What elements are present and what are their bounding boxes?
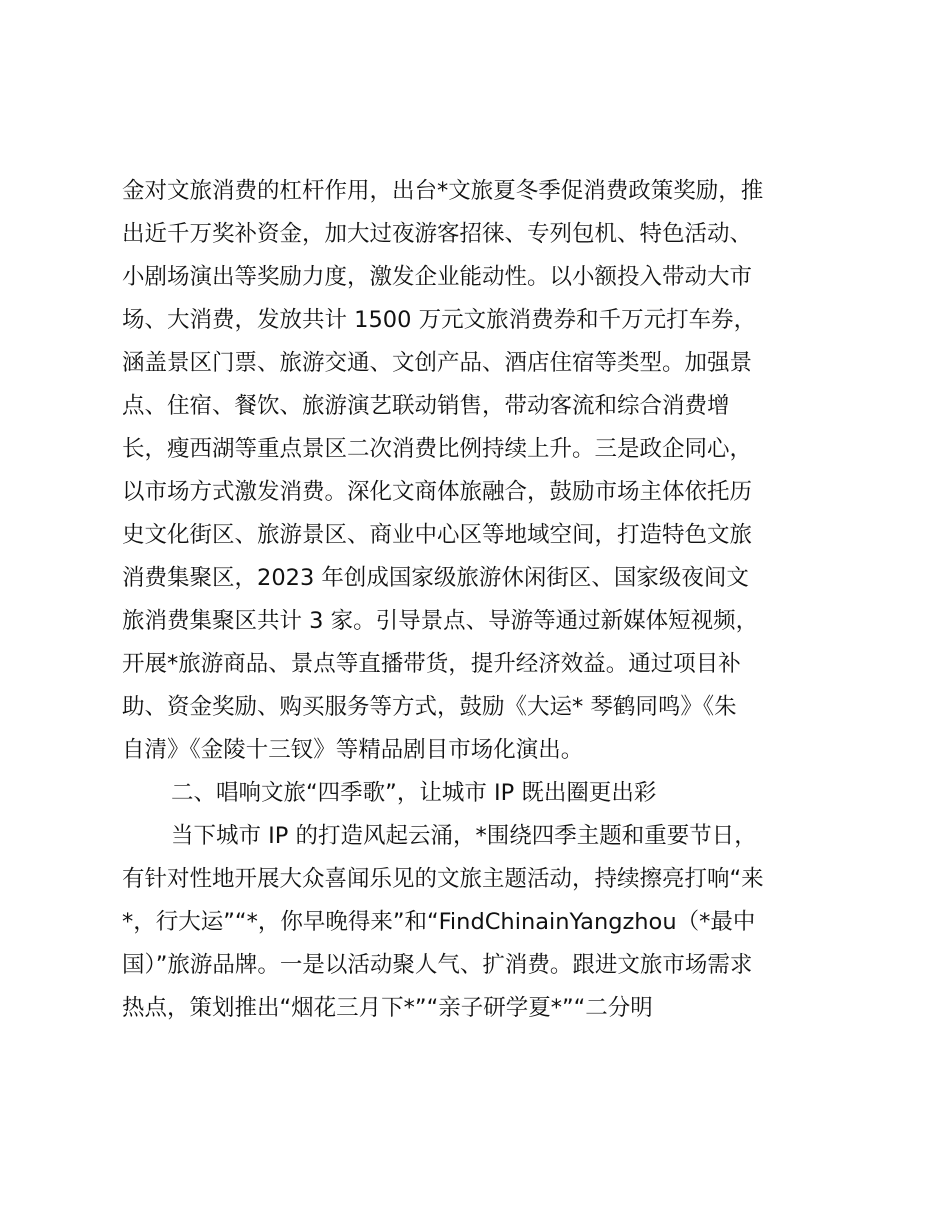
- paragraph-line: 国）”旅游品牌。一是以活动聚人气、扩消费。跟进文旅市场需求: [122, 952, 753, 978]
- paragraph-line: 当下城市 IP 的打造风起云涌，*围绕四季主题和重要节日，: [171, 823, 757, 849]
- paragraph-line: 涵盖景区门票、旅游交通、文创产品、酒店住宿等类型。加强景: [122, 350, 753, 376]
- paragraph-line: 自清》《金陵十三钗》等精品剧目市场化演出。: [122, 737, 584, 763]
- body-text: [122, 170, 834, 1030]
- paragraph-line: 点、住宿、餐饮、旅游演艺联动销售，带动客流和综合消费增: [122, 393, 730, 419]
- paragraph-line: 出近千万奖补资金，加大过夜游客招徕、专列包机、特色活动、: [122, 221, 753, 247]
- paragraph-line: 旅消费集聚区共计 3 家。引导景点、导游等通过新媒体短视频，: [122, 608, 759, 634]
- paragraph-line: 有针对性地开展大众喜闻乐见的文旅主题活动，持续擦亮打响“来: [122, 866, 764, 892]
- paragraph-line: 消费集聚区，2023 年创成国家级旅游休闲街区、国家级夜间文: [122, 565, 749, 591]
- paragraph-line: 助、资金奖励、购买服务等方式，鼓励《大运* 琴鹤同鸣》《朱: [122, 694, 737, 720]
- paragraph-line: 长，瘦西湖等重点景区二次消费比例持续上升。三是政企同心，: [122, 436, 753, 462]
- paragraph-line: 金对文旅消费的杠杆作用，出台*文旅夏冬季促消费政策奖励，推: [122, 178, 764, 204]
- paragraph-line: 小剧场演出等奖励力度，激发企业能动性。以小额投入带动大市: [122, 264, 753, 290]
- paragraph-line: 史文化街区、旅游景区、商业中心区等地域空间，打造特色文旅: [122, 522, 753, 548]
- section-heading: 二、唱响文旅“四季歌”，让城市 IP 既出圈更出彩: [171, 780, 657, 806]
- paragraph-line: *，行大运”“*，你早晚得来”和“FindChinainYangzhou（*最中: [122, 909, 756, 935]
- paragraph-line: 场、大消费，发放共计 1500 万元文旅消费券和千万元打车券，: [122, 307, 757, 333]
- paragraph-line: 以市场方式激发消费。深化文商体旅融合，鼓励市场主体依托历: [122, 479, 753, 505]
- paragraph-line: 开展*旅游商品、景点等直播带货，提升经济效益。通过项目补: [122, 651, 741, 677]
- paragraph-line: 热点，策划推出“烟花三月下*”“亲子研学夏*”“二分明: [122, 995, 653, 1021]
